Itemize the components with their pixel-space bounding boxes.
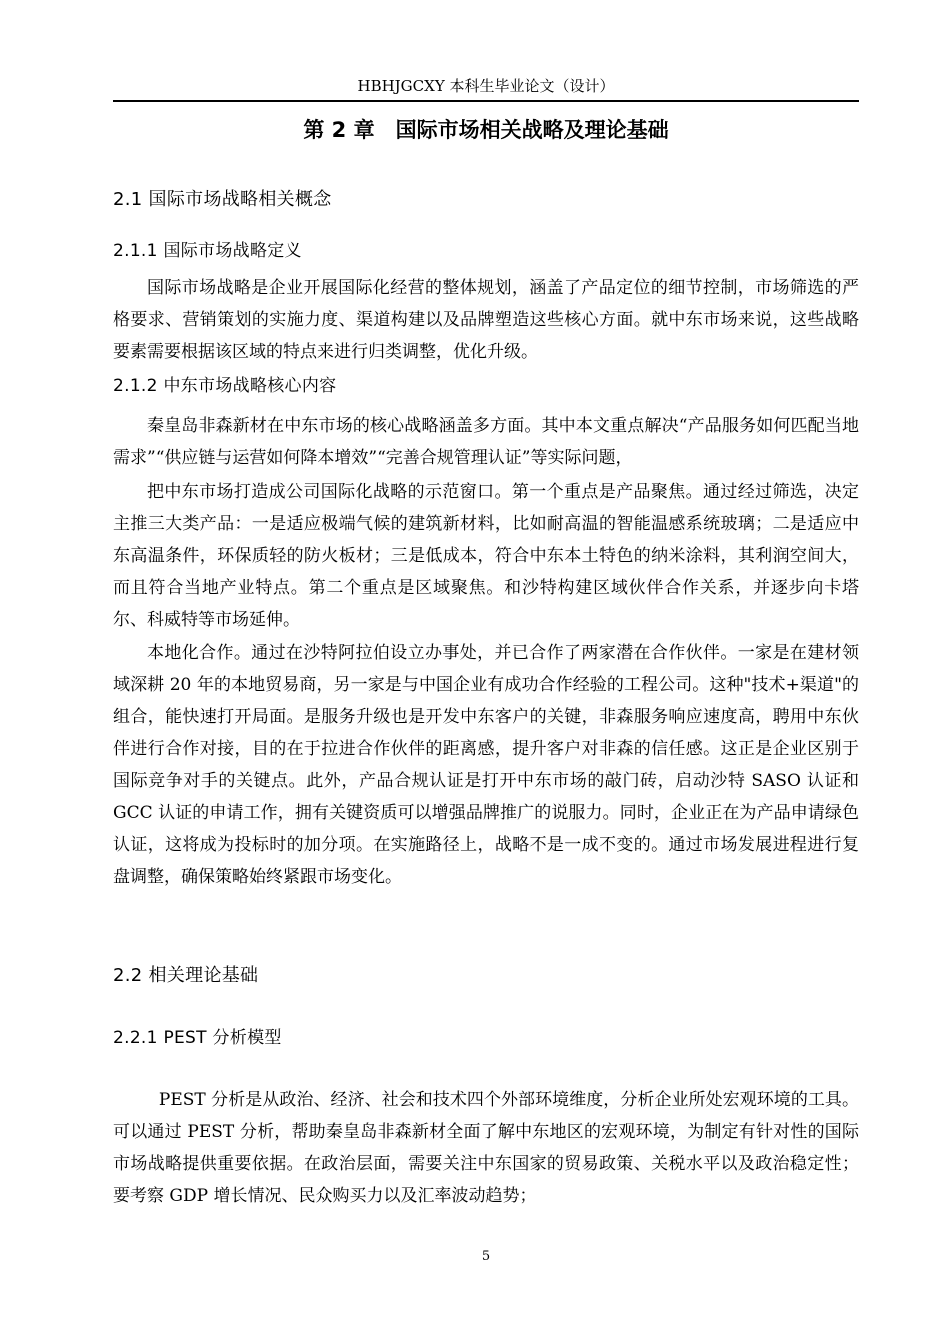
paragraph-2-1-2-c: 本地化合作。通过在沙特阿拉伯设立办事处，并已合作了两家潜在合作伙伴。一家是在建材领域深耕 20 年的本地贸易商，另一家是与中国企业有成功合作经验的工程公司。这种"技术+渠道"的组合，能快速打开局面。是服务升级也是开发中东客户的关键，非森服务响应速度高，聘用中东伙伴进行合作对接，目的在于拉进合作伙伴的距离感，提升客户对非森的信任感。这正是企业区别于国际竞争对手的关键点。此外，产品合规认证是打开中东市场的敲门砖，启动沙特 SASO 认证和 GCC 认证的申请工作，拥有关键资质可以增强品牌推广的说服力。同时，企业正在为产品申请绿色认证，这将成为投标时的加分项。在实施路径上，战略不是一成不变的。通过市场发展进程进行复盘调整，确保策略始终紧跟市场变化。 [113, 643, 859, 887]
subsection-heading-2-1-2: 2.1.2 中东市场战略核心内容 [113, 376, 337, 396]
section-heading-2-1: 2.1 国际市场战略相关概念 [113, 189, 332, 210]
running-header: HBHJGCXY 本科生毕业论文（设计） [357, 77, 615, 95]
section-heading-2-2: 2.2 相关理论基础 [113, 965, 259, 986]
header-rule [113, 100, 859, 102]
subsection-heading-2-2-1: 2.2.1 PEST 分析模型 [113, 1028, 282, 1048]
paragraph-2-1-2-a: 秦皇岛非森新材在中东市场的核心战略涵盖多方面。其中本文重点解决“产品服务如何匹配当地需求”“供应链与运营如何降本增效”“完善合规管理认证”等实际问题， [113, 416, 859, 468]
chapter-title: 第 2 章 国际市场相关战略及理论基础 [303, 118, 669, 142]
paragraph-2-1-2-b: 把中东市场打造成公司国际化战略的示范窗口。第一个重点是产品聚焦。通过经过筛选，决定主推三大类产品：一是适应极端气候的建筑新材料，比如耐高温的智能温感系统玻璃；二是适应中东高温条件，环保质轻的防火板材；三是低成本，符合中东本土特色的纳米涂料，其利润空间大，而且符合当地产业特点。第二个重点是区域聚焦。和沙特构建区域伙伴合作关系，并逐步向卡塔尔、科威特等市场延伸。 [113, 482, 859, 630]
page-number: 5 [481, 1249, 491, 1264]
paragraph-2-1-1: 国际市场战略是企业开展国际化经营的整体规划，涵盖了产品定位的细节控制，市场筛选的严格要求、营销策划的实施力度、渠道构建以及品牌塑造这些核心方面。就中东市场来说，这些战略要素需要根据该区域的特点来进行归类调整，优化升级。 [113, 278, 859, 362]
subsection-heading-2-1-1: 2.1.1 国际市场战略定义 [113, 241, 302, 261]
paragraph-2-2-1: PEST 分析是从政治、经济、社会和技术四个外部环境维度，分析企业所处宏观环境的工具。可以通过 PEST 分析，帮助秦皇岛非森新材全面了解中东地区的宏观环境，为制定有针对性的国际市场战略提供重要依据。在政治层面，需要关注中东国家的贸易政策、关税水平以及政治稳定性；要考察 GDP 增长情况、民众购买力以及汇率波动趋势； [113, 1090, 859, 1206]
